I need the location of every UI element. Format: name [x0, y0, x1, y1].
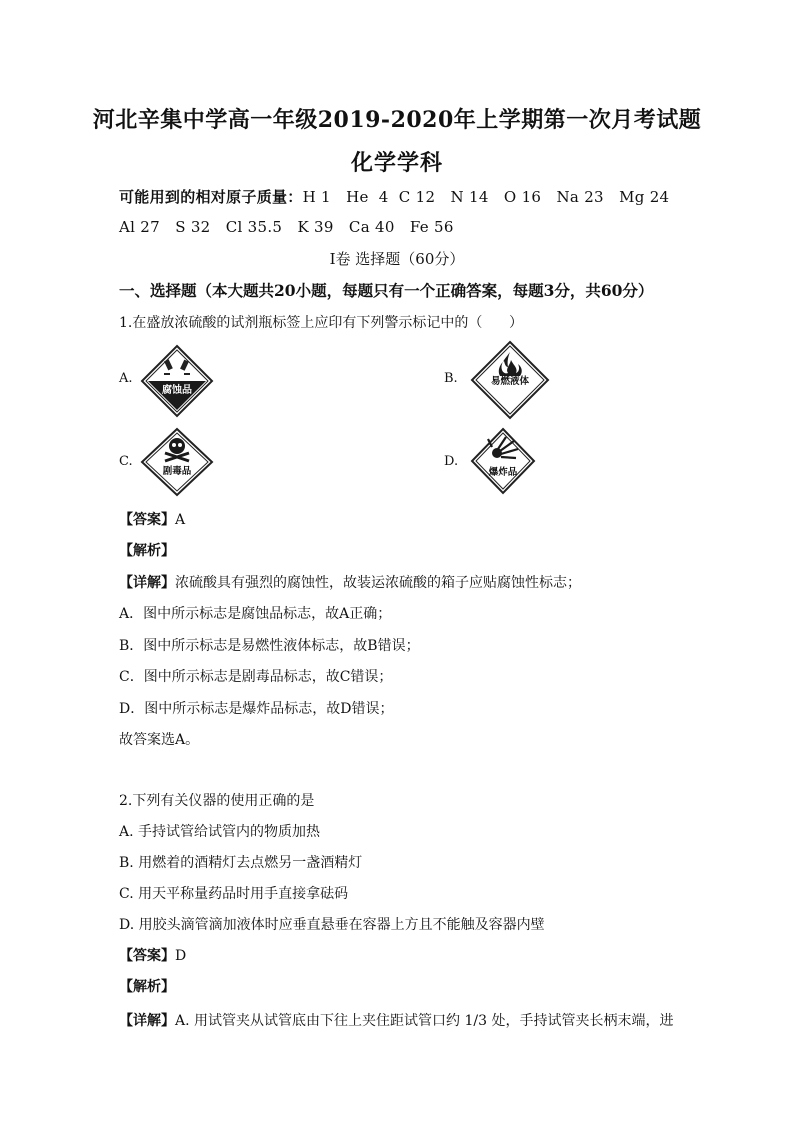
detail-tag: 【详解】 [119, 1013, 175, 1029]
detail-tag: 【详解】 [119, 575, 175, 591]
exam-subtitle: 化学学科 [350, 150, 443, 176]
q2-option-c: C. 用天平称量药品时用手直接拿砝码 [119, 886, 349, 902]
exam-title: 河北辛集中学高一年级2019-2020年上学期第一次月考试题 [92, 107, 702, 133]
q1-explanation-d: D．图中所示标志是爆炸品标志，故D错误； [119, 701, 394, 717]
atomic-mass-line-2: Al 27 S 32 Cl 35.5 K 39 Ca 40 Fe 56 [119, 218, 454, 236]
corrosive-sign-icon [140, 344, 214, 418]
question-1-stem: 1.在盛放浓硫酸的试剂瓶标签上应印有下列警示标记中的（ ） [119, 315, 524, 331]
q1-explanation-b: B．图中所示标志是易燃性液体标志，故B错误； [119, 638, 420, 654]
toxic-sign-icon [140, 427, 214, 497]
q1-option-c-letter: C. [119, 454, 133, 469]
atomic-mass-values-1: H 1 He 4 C 12 N 14 O 16 Na 23 Mg 24 [302, 188, 670, 206]
q2-option-a: A. 手持试管给试管内的物质加热 [119, 824, 321, 840]
q1-conclusion: 故答案选A。 [119, 732, 200, 748]
explosive-sign-label: 爆炸品 [488, 467, 518, 478]
q1-option-a-letter: A. [119, 371, 133, 386]
question-2-stem: 2.下列有关仪器的使用正确的是 [119, 793, 315, 809]
q1-option-d-letter: D. [444, 454, 459, 469]
q1-detail [119, 572, 581, 592]
q1-explanation-a: A．图中所示标志是腐蚀品标志，故A正确； [119, 606, 392, 622]
corrosive-sign-label: 腐蚀品 [162, 385, 192, 396]
q1-option-b-letter: B. [444, 371, 458, 386]
toxic-sign-label: 剧毒品 [162, 466, 192, 477]
flammable-sign-label: 易燃液体 [490, 376, 529, 387]
q2-answer [119, 945, 186, 965]
answer-tag: 【答案】 [119, 512, 175, 528]
answer-value: A [175, 512, 186, 528]
detail-text: 浓硫酸具有强烈的腐蚀性，故装运浓硫酸的箱子应贴腐蚀性标志； [175, 575, 581, 591]
part-header: Ⅰ卷 选择题（60分） [329, 250, 465, 268]
q1-analysis-tag: 【解析】 [119, 543, 175, 559]
explosive-sign-icon [470, 427, 536, 495]
q1-explanation-c: C．图中所示标志是剧毒品标志，故C错误； [119, 669, 393, 685]
atomic-mass-label: 可能用到的相对原子质量： [119, 188, 303, 206]
q2-detail [119, 1010, 673, 1030]
flammable-liquid-sign-icon [470, 340, 550, 420]
answer-value: D [175, 948, 187, 964]
q1-answer [119, 509, 185, 529]
q2-option-d: D. 用胶头滴管滴加液体时应垂直悬垂在容器上方且不能触及容器内壁 [119, 917, 545, 933]
atomic-mass-line-1 [119, 186, 669, 207]
section-header: 一、选择题（本大题共20小题，每题只有一个正确答案，每题3分，共60分） [119, 281, 654, 300]
answer-tag: 【答案】 [119, 948, 175, 964]
q2-option-b: B. 用燃着的酒精灯去点燃另一盏酒精灯 [119, 855, 363, 871]
detail-text: A. 用试管夹从试管底由下往上夹住距试管口约 1/3 处，手持试管夹长柄末端，进 [175, 1013, 674, 1029]
q2-analysis-tag: 【解析】 [119, 979, 175, 995]
